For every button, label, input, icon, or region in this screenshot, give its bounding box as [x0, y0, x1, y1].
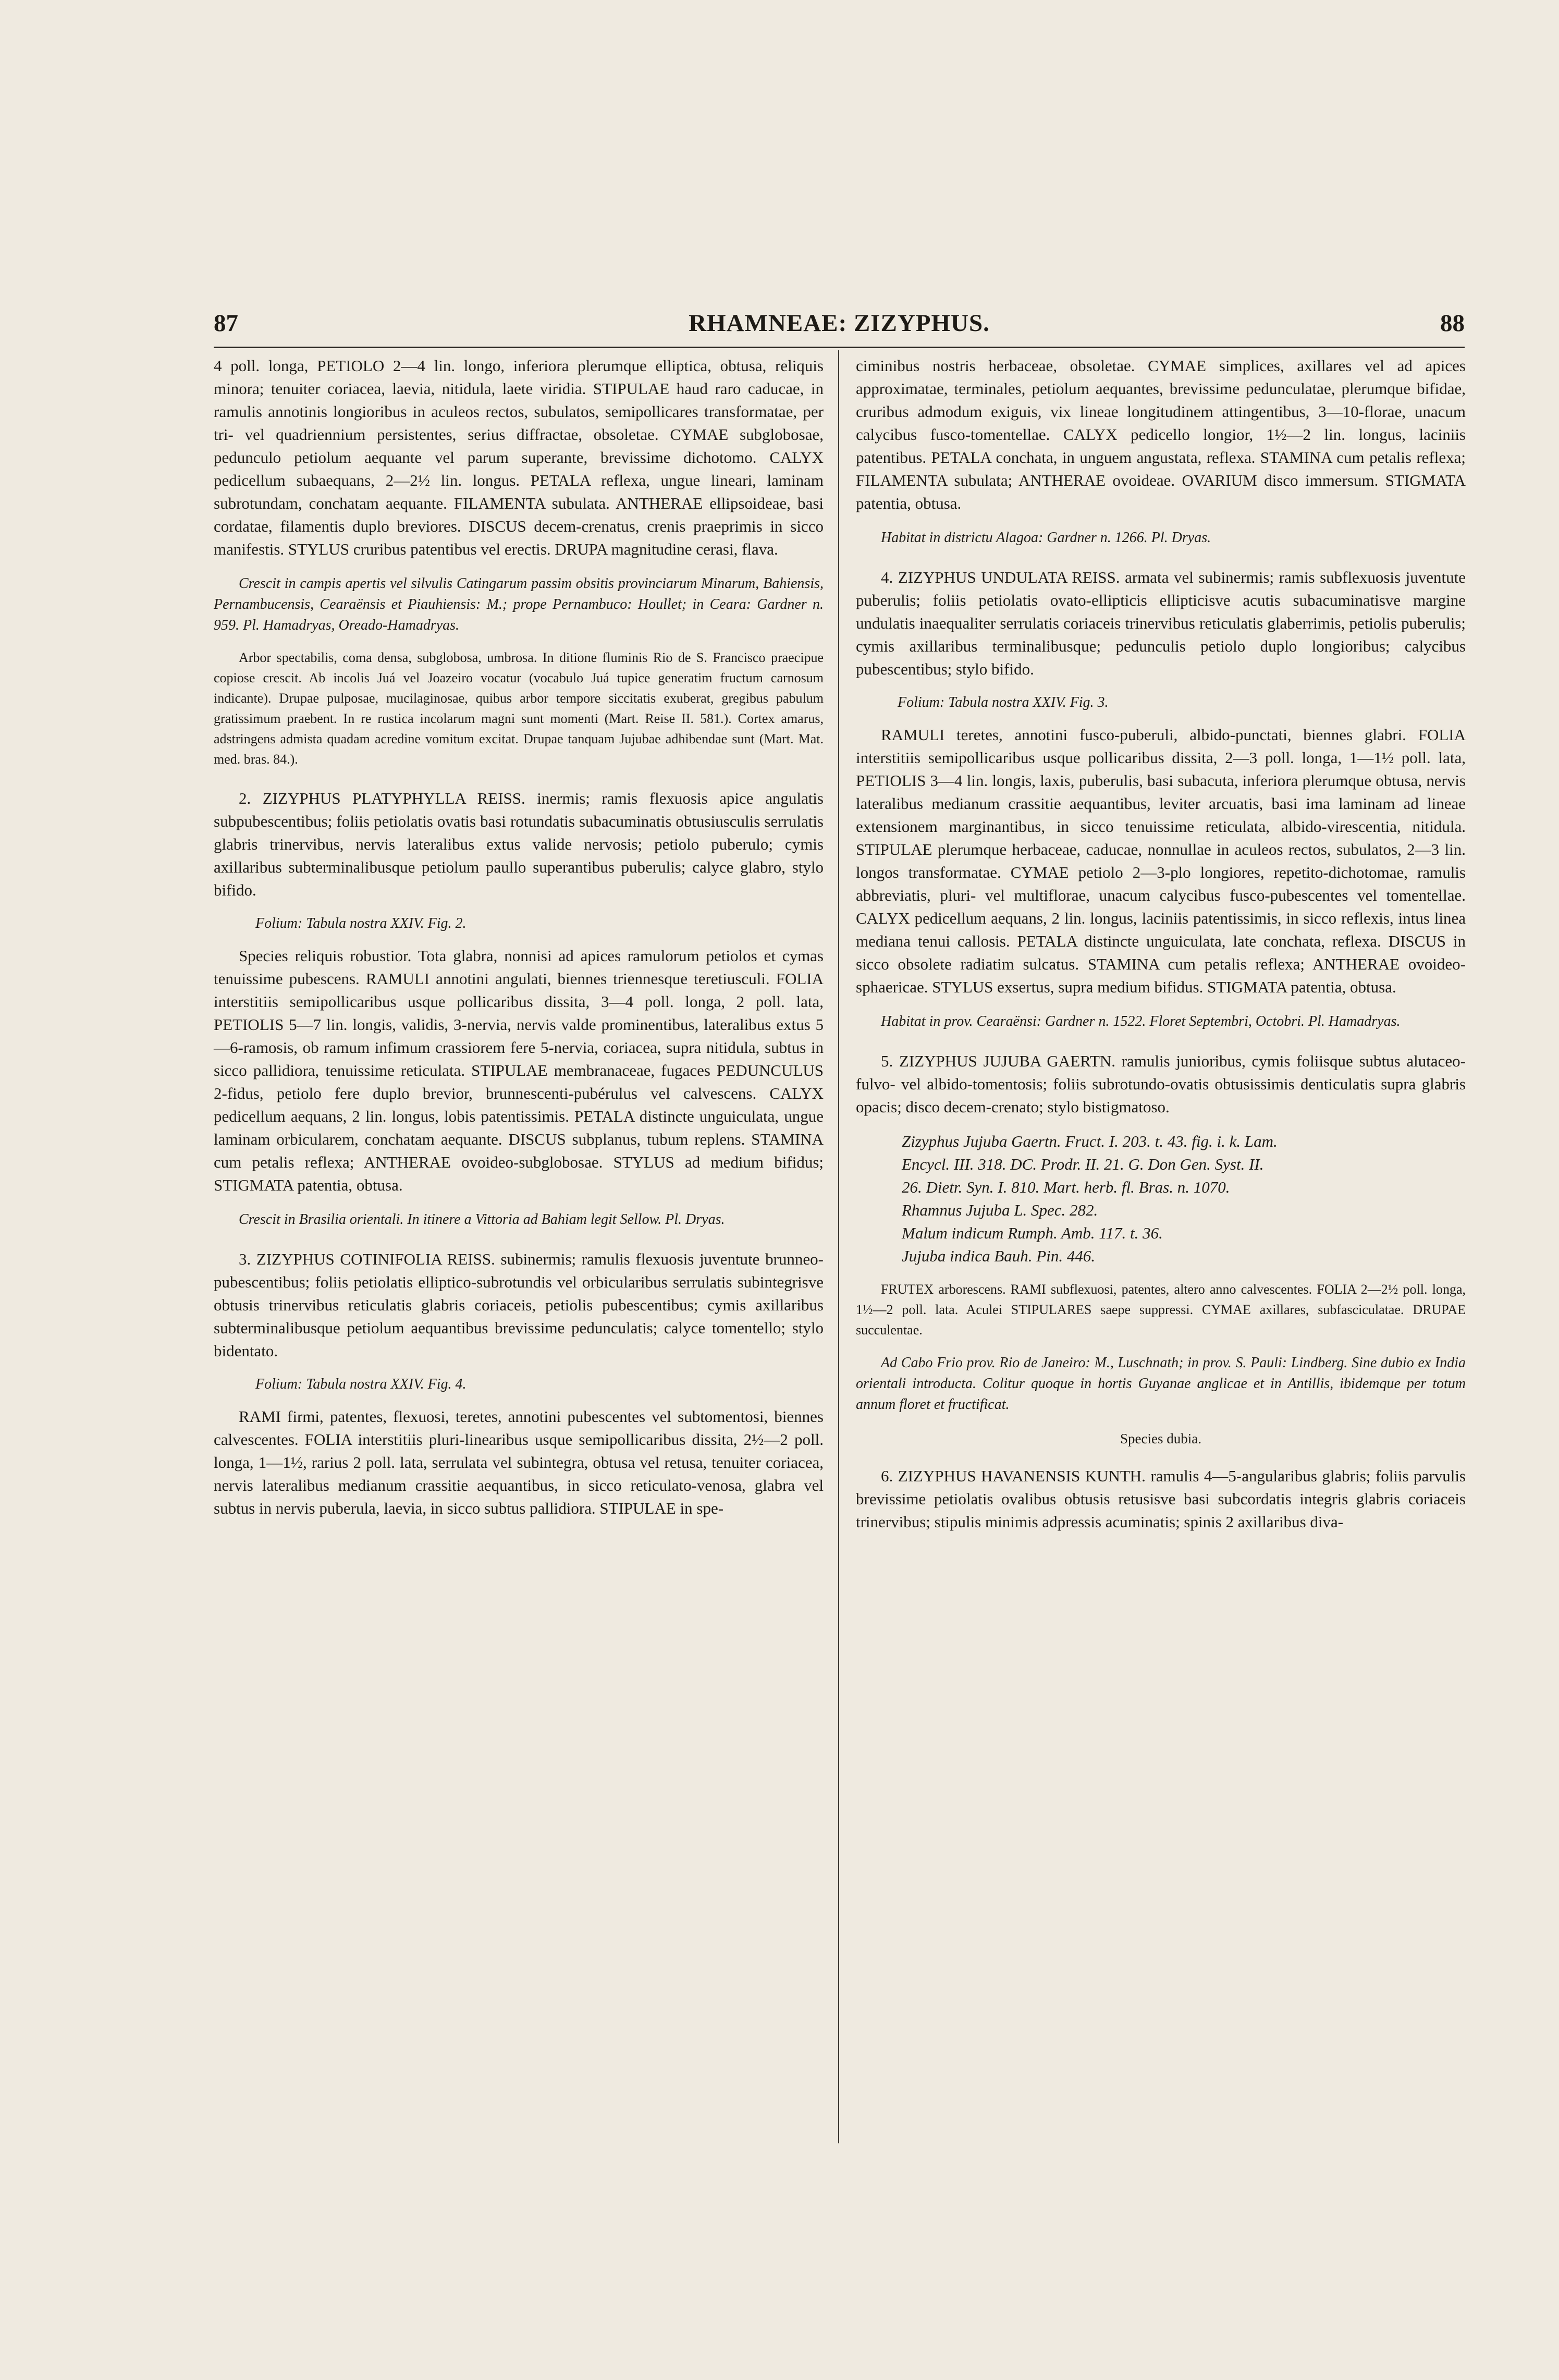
column-divider	[838, 350, 839, 2143]
synonymy-list	[856, 1130, 1466, 1268]
figure-reference: Folium: Tabula nostra XXIV. Fig. 3.	[898, 694, 1109, 710]
locality-citation: Habitat in prov. Cearaënsi: Gardner n. 1522. Floret Septembri, Octobri. Pl. Hamadryas.	[881, 1013, 1401, 1029]
header-rule	[214, 347, 1465, 348]
page-header	[214, 302, 1465, 344]
locality-citation: Crescit in Brasilia orientali. In itinere a Vittoria ad Bahiam legit Sellow. Pl. Dryas.	[239, 1211, 725, 1228]
locality-citation: Habitat in districtu Alagoa: Gardner n. 1266. Pl. Dryas.	[881, 530, 1211, 546]
locality-citation: Crescit in campis apertis vel silvulis Catingarum passim obsitis provinciarum Minarum, Bahiensis, Pernambucensis, Cearaënsis et Piauhiensis: M.; prope Pernambuco: Houllet; in Ceara: Gardner n. 959. Pl. Hamadryas, Oreado-Hamadryas.	[214, 575, 824, 633]
species-heading: 5. ZIZYPHUS JUJUBA GAERTN. ramulis junioribus, cymis foliisque subtus alutaceo- fulvo- vel albido-tomentosis; foliis subrotundo-ovatis obtusissimis denticulatis supra glabris opacis; disco decem-crenato; stylo bistigmatoso.	[856, 1052, 1466, 1116]
species-heading: 4. ZIZYPHUS UNDULATA REISS. armata vel subinermis; ramis subflexuosis juventute puberulis; foliis petiolatis ovato-ellipticis ellipticisve acutis subacuminatisve margine undulatis inaequaliter serrulatis coriaceis trinervibus reticulatis glaberrimis, petiolis puberulis; cymis axillaribus terminalibusque; pedunculis petiolo duplo longioribus; calycibus pubescentibus; stylo bifido.	[856, 568, 1466, 678]
species-heading: 2. ZIZYPHUS PLATYPHYLLA REISS. inermis; ramis flexuosis apice angulatis subpubescentibus; foliis petiolatis ovatis basi rotundatis subacuminatis obtusiusculis serrulatis glabris trinervibus, nervis lateralibus extus valide nervosis; petiolo puberulo; cymis axillaribus subterminalibusque petiolum paullo superantibus puberulis; calyce glabro, stylo bifido.	[214, 789, 824, 899]
species-heading: 3. ZIZYPHUS COTINIFOLIA REISS. subinermis; ramulis flexuosis juventute brunneo-pubescentibus; foliis petiolatis elliptico-subrotundis vel orbicularibus serrulatis subintegrisve obtusis trinervibus reticulatis glabris coriaceis, petiolis pubescentibus; cymis axillaribus subterminalibusque petiolum aequantibus brevissime pedunculatis; calyce tomentello; stylo bidentato.	[214, 1250, 824, 1360]
paragraph: RAMI firmi, patentes, flexuosi, teretes, annotini pubescentes vel subtomentosi, biennes calvescentes. FOLIA interstitiis pluri-linearibus usque semipollicaribus dissita, 2½—2 poll. longa, 1—1½, rarius 2 poll. lata, serrulata vel subintegra, obtusa vel retusa, tenuiter coriacea, nervis lateralibus medianum crassitie aequantibus, in sicco reticulato-venosa, glabra vel subtus in nervis puberula, laevia, in sicco subtus pallidiora. STIPULAE in spe-	[214, 1407, 824, 1517]
left-column	[214, 354, 824, 1520]
paragraph: Species reliquis robustior. Tota glabra, nonnisi ad apices ramulorum petiolos et cymas tenuissime pubescens. RAMULI annotini angulati, biennes triennesque teretiusculi. FOLIA interstitiis semipollicaribus usque pollicaribus dissita, 3—4 poll. longa, 2 poll. lata, PETIOLIS 5—7 lin. longis, validis, 3-nervia, nervis valde prominentibus, lateralibus extus 5—6-ramosis, ob ramum infimum crassiorem fere 5-nervia, coriacea, supra nitidula, subtus in sicco pallidiora, tenuissime reticulata. STIPULAE membranaceae, fugaces PEDUNCULUS 2-fidus, petiolo fere duplo brevior, brunnescenti-pubérulus vel calvescens. CALYX pedicellum aequans, 2 lin. longus, lobis patentissimis. PETALA distincte unguiculata, ungue laminam orbicularem, conchatam aequante. DISCUS subplanus, tubum replens. STAMINA cum petalis reflexa; ANTHERAE ovoideo-subglobosae. STYLUS ad medium bifidus; STIGMATA patentia, obtusa.	[214, 947, 824, 1194]
running-title: RHAMNEAE: ZIZYPHUS.	[689, 310, 990, 337]
section-label: Species dubia.	[1120, 1431, 1201, 1446]
page-number-left: 87	[214, 310, 238, 337]
right-column	[856, 354, 1466, 1533]
page-number-right: 88	[1440, 310, 1465, 337]
locality-citation: Ad Cabo Frio prov. Rio de Janeiro: M., Luschnath; in prov. S. Pauli: Lindberg. Sine dubio ex India orientali introducta. Colitur quoque in hortis Guyanae anglicae et in Antillis, ibidemque per totum annum floret et fructificat.	[856, 1355, 1466, 1413]
synonym-line: Jujuba indica Bauh. Pin. 446.	[902, 1247, 1096, 1265]
synonym-line: Zizyphus Jujuba Gaertn. Fruct. I. 203. t. 43. fig. i. k. Lam.	[902, 1132, 1278, 1150]
figure-reference: Folium: Tabula nostra XXIV. Fig. 4.	[255, 1376, 467, 1392]
paragraph: ciminibus nostris herbaceae, obsoletae. CYMAE simplices, axillares vel ad apices approximatae, terminales, petiolum aequantes, brevissime pedunculatae, plerumque bifidae, cruribus admodum exiguis, vix lineae longitudinem attingentibus, 3—10-florae, unacum calycibus fusco-tomentellae. CALYX pedicello longior, 1½—2 lin. longus, laciniis patentibus. PETALA conchata, in unguem angustata, reflexa. STAMINA cum petalis reflexa; FILAMENTA subulata; ANTHERAE ovoideae. OVARIUM disco immersum. STIGMATA patentia, obtusa.	[856, 357, 1466, 512]
figure-reference: Folium: Tabula nostra XXIV. Fig. 2.	[255, 915, 467, 931]
paragraph: 4 poll. longa, PETIOLO 2—4 lin. longo, inferiora plerumque elliptica, obtusa, reliquis minora; tenuiter coriacea, laevia, nitidula, laete viridia. STIPULAE haud raro caducae, in ramulis annotinis longioribus in aculeos rectos, subulatos, semipollicares transformatae, per tri- vel quadriennium persistentes, serius diffractae, obsoletae. CYMAE subglobosae, pedunculo petiolum aequante vel parum superante, brevissime dichotomo. CALYX pedicellum subaequans, 2—2½ lin. longus. PETALA reflexa, ungue lineari, laminam subrotundam, conchatam aequante. FILAMENTA subulata. ANTHERAE ellipsoideae, basi cordatae, filamentis duplo breviores. DISCUS decem-crenatus, crenis praeprimis in sicco manifestis. STYLUS cruribus patentibus vel erectis. DRUPA magnitudine cerasi, flava.	[214, 357, 824, 558]
synonym-line: 26. Dietr. Syn. I. 810. Mart. herb. fl. Bras. n. 1070.	[902, 1178, 1230, 1196]
synonym-line: Malum indicum Rumph. Amb. 117. t. 36.	[902, 1224, 1163, 1242]
note-paragraph: FRUTEX arborescens. RAMI subflexuosi, patentes, altero anno calvescentes. FOLIA 2—2½ poll. longa, 1½—2 poll. lata. Aculei STIPULARES saepe suppressi. CYMAE axillares, subfasciculatae. DRUPAE succulentae.	[856, 1282, 1466, 1338]
note-paragraph: Arbor spectabilis, coma densa, subglobosa, umbrosa. In ditione fluminis Rio de S. Francisco praecipue copiose crescit. Ab incolis Juá vel Joazeiro vocatur (vocabulo Juá tupice generatim fructum carnosum indicante). Drupae pulposae, mucilaginosae, quibus arbor tempore siccitatis exuberat, gregibus pabulum gratissimum praebent. In re rustica incolarum magni sunt momenti (Mart. Reise II. 581.). Cortex amarus, adstringens admista quadam acredine vomitum excitat. Drupae tanquam Jujubae adhibendae sunt (Mart. Mat. med. bras. 84.).	[214, 650, 824, 767]
synonym-line: Rhamnus Jujuba L. Spec. 282.	[902, 1201, 1098, 1219]
synonym-line: Encycl. III. 318. DC. Prodr. II. 21. G. Don Gen. Syst. II.	[902, 1155, 1264, 1173]
paragraph: RAMULI teretes, annotini fusco-puberuli, albido-punctati, biennes glabri. FOLIA interstitiis semipollicaribus usque pollicaribus dissita, 2—3 poll. longa, 1—1½ poll. lata, PETIOLIS 3—4 lin. longis, laxis, puberulis, basi subacuta, inferiora plerumque obtusa, nervis lateralibus medianum crassitie aequantibus, leviter arcuatis, basi ima laminam ad lineae extensionem marginantibus, in sicco tenuissime reticulata, albido-virescentia, nitidula. STIPULAE plerumque herbaceae, caducae, nonnullae in aculeos rectos, subulatos, 2—3 lin. longos transformatae. CYMAE petiolo 2—3-plo longiores, repetito-dichotomae, ramulis abbreviatis, pluri- vel multiflorae, unacum calycibus fusco-pubescentes vel tomentellae. CALYX pedicellum aequans, 2 lin. longus, laciniis patentissimis, in sicco reflexis, intus linea mediana tenui callosis. PETALA distincte unguiculata, late conchata, reflexa. DISCUS in sicco obsolete radiatim sulcatus. STAMINA cum petalis reflexa; ANTHERAE ovoideo-sphaericae. STYLUS exsertus, supra medium bifidus. STIGMATA patentia, obtusa.	[856, 726, 1466, 996]
species-heading: 6. ZIZYPHUS HAVANENSIS KUNTH. ramulis 4—5-angularibus glabris; foliis parvulis brevissime petiolatis ovalibus obtusis retusisve basi subcordatis integris glabris coriaceis trinervibus; stipulis minimis adpressis acuminatis; spinis 2 axillaribus diva-	[856, 1467, 1466, 1531]
